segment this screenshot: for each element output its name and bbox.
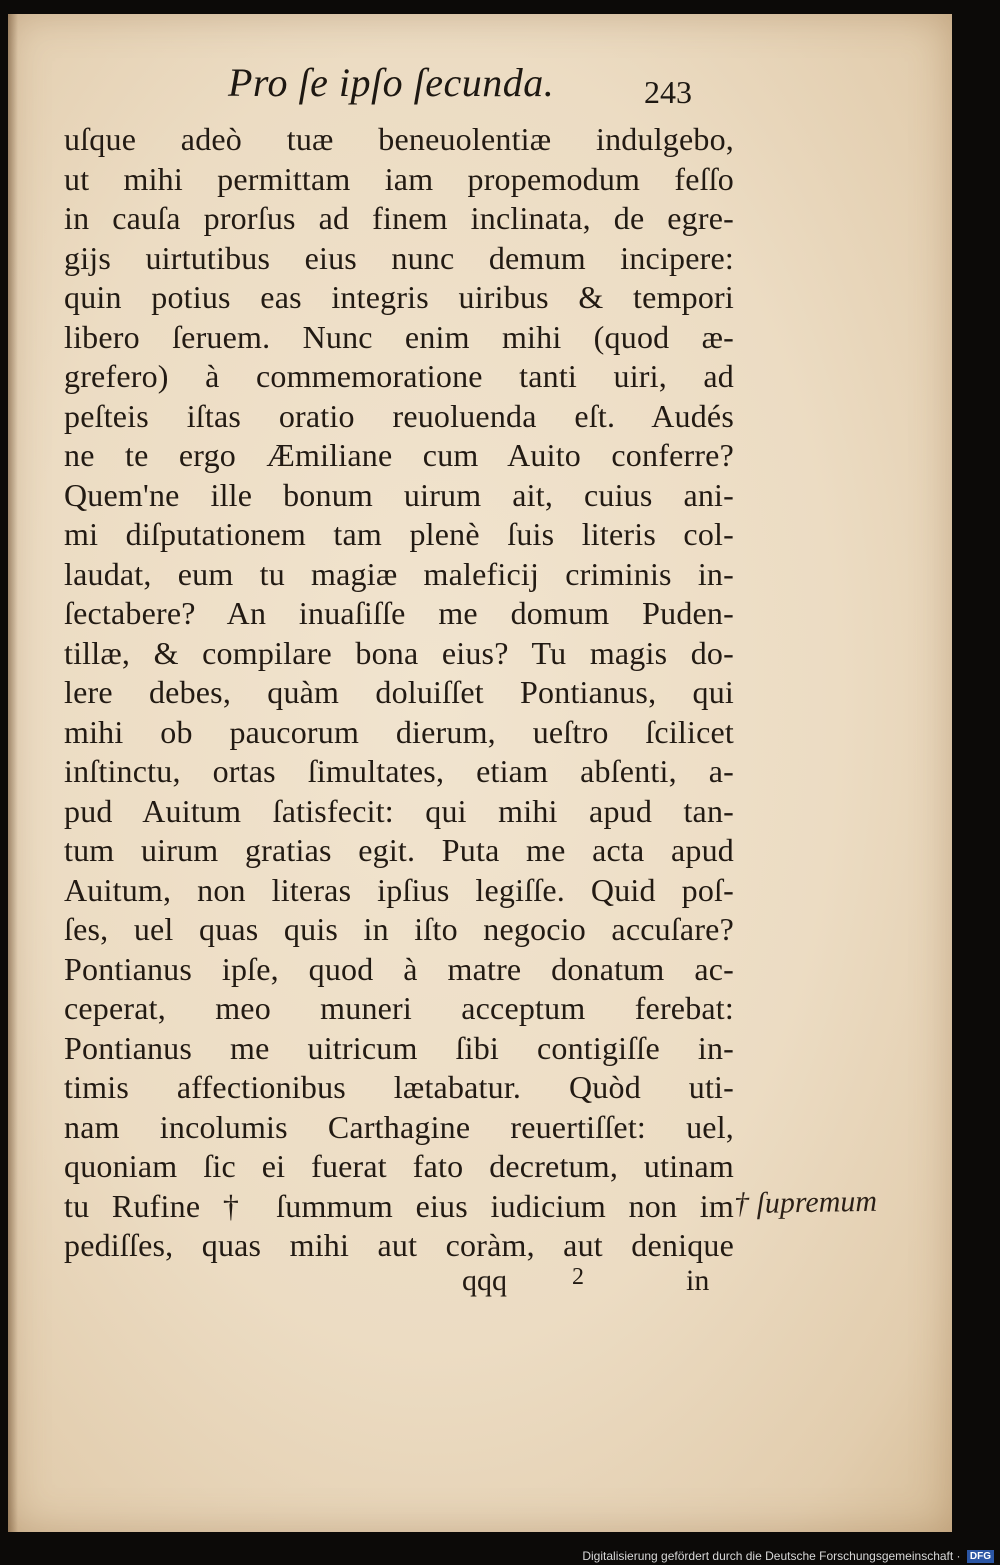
- text-line: uſque adeò tuæ beneuolentiæ indulgebo,: [64, 121, 734, 157]
- text-line: Auitum, non literas ipſius legiſſe. Quid poſ-: [64, 871, 734, 908]
- handwritten-margin-note: † ſupremum: [733, 1184, 878, 1221]
- text-line: timis affectionibus lætabatur. Quòd uti-: [64, 1069, 734, 1105]
- catchword: in: [686, 1264, 710, 1297]
- signature-mark: qqq: [462, 1264, 507, 1297]
- text-line: grefero) à commemoratione tanti uiri, ad: [64, 358, 734, 394]
- text-line: pediſſes, quas mihi aut coràm, aut denique: [64, 1227, 734, 1263]
- main-text-block: [64, 120, 734, 1266]
- book-page: [8, 14, 952, 1532]
- page-footer-line: [448, 1264, 728, 1304]
- text-line: ceperat, meo muneri acceptum ferebat:: [64, 990, 734, 1026]
- text-line: ut mihi permittam iam propemodum feſſo: [64, 160, 734, 197]
- text-line: ſes, uel quas quis in iſto negocio accuſare?: [64, 911, 734, 947]
- text-line: pud Auitum ſatisfecit: qui mihi apud tan-: [64, 792, 734, 829]
- dfg-logo-badge: DFG: [967, 1550, 994, 1563]
- text-line: Pontianus ipſe, quod à matre donatum ac-: [64, 950, 734, 987]
- text-line: gijs uirtutibus eius nunc demum incipere:: [64, 239, 734, 276]
- text-line: tu Rufine † ſummum eius iudicium non im: [64, 1187, 734, 1224]
- text-line: inſtinctu, ortas ſimultates, etiam abſenti, a-: [64, 753, 734, 789]
- running-title: Pro ſe ipſo ſecunda.: [228, 60, 555, 105]
- page-number: 243: [644, 74, 692, 110]
- text-line: in cauſa prorſus ad finem inclinata, de egre-: [64, 200, 734, 236]
- text-line: quin potius eas integris uiribus & tempori: [64, 279, 734, 315]
- text-line: mihi ob paucorum dierum, ueſtro ſcilicet: [64, 713, 734, 750]
- credit-text: Digitalisierung gefördert durch die Deutsche Forschungsgemeinschaft ·: [582, 1548, 961, 1563]
- signature-number: 2: [572, 1264, 584, 1290]
- text-line: ſectabere? An inuaſiſſe me domum Puden-: [64, 595, 734, 631]
- text-line: mi diſputationem tam plenè ſuis literis col-: [64, 516, 734, 552]
- text-line: peſteis iſtas oratio reuoluenda eſt. Audés: [64, 397, 734, 434]
- text-line: libero ſeruem. Nunc enim mihi (quod æ-: [64, 318, 734, 355]
- text-line: ne te ergo Æmiliane cum Auito conferre?: [64, 437, 734, 473]
- text-line: Pontianus me uitricum ſibi contigiſſe in-: [64, 1029, 734, 1066]
- text-line: nam incolumis Carthagine reuertiſſet: uel,: [64, 1108, 734, 1145]
- text-line: tillæ, & compilare bona eius? Tu magis do-: [64, 634, 734, 671]
- text-line: tum uirum gratias egit. Puta me acta apud: [64, 832, 734, 868]
- text-line: lere debes, quàm doluiſſet Pontianus, qui: [64, 674, 734, 710]
- text-line: quoniam ſic ei fuerat fato decretum, utinam: [64, 1148, 734, 1184]
- digitization-credit: [582, 1549, 994, 1563]
- text-line: Quem'ne ille bonum uirum ait, cuius ani-: [64, 476, 734, 513]
- text-line: laudat, eum tu magiæ maleficij criminis in-: [64, 555, 734, 592]
